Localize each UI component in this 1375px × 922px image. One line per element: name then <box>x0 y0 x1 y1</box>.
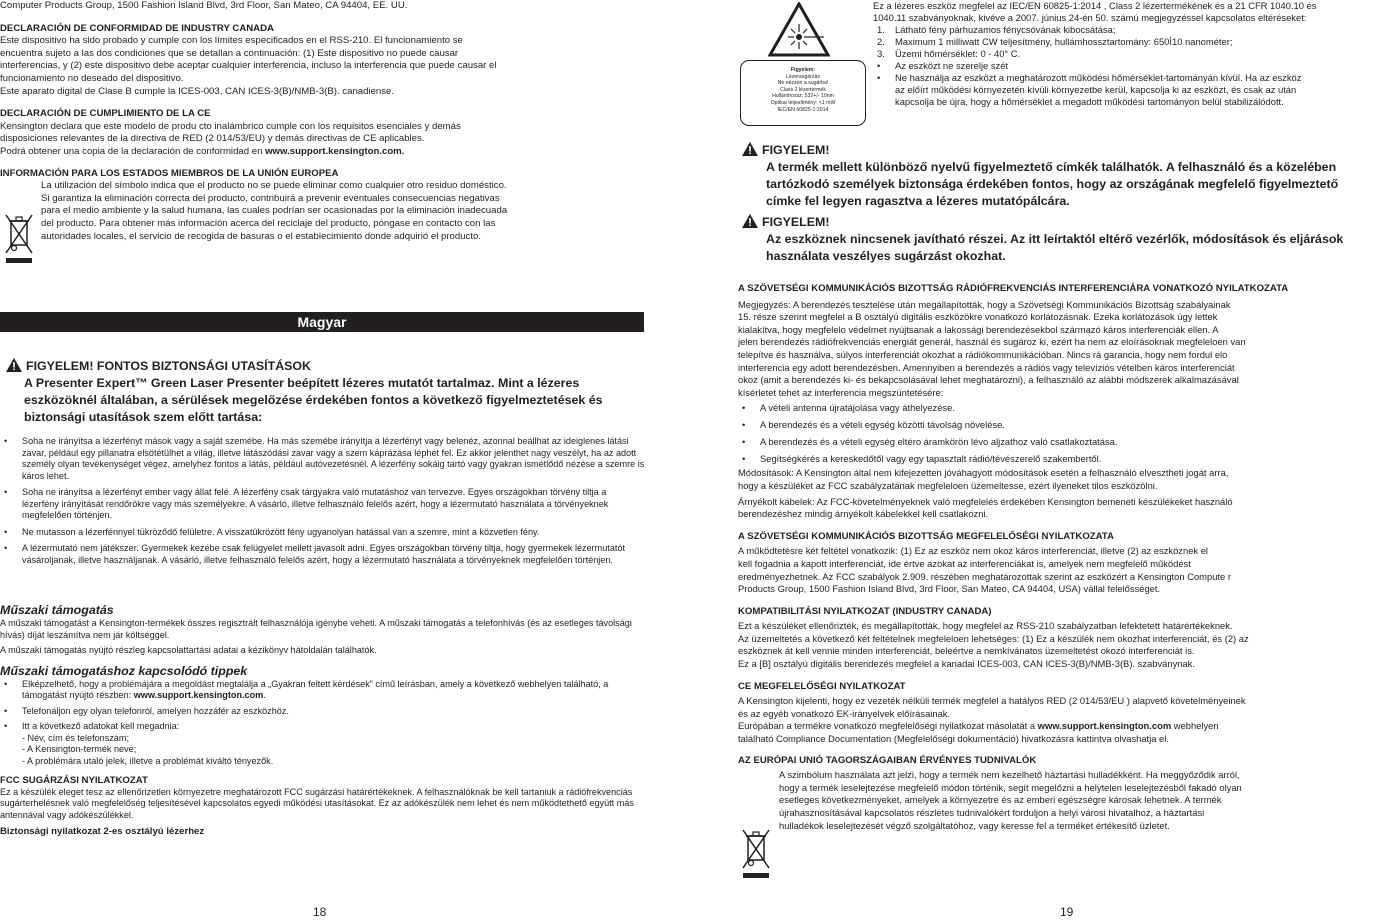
weee-bin-icon <box>4 213 34 265</box>
page-left <box>0 0 645 922</box>
ce-heading: DECLARACIÓN DE CUMPLIMIENTO DE LA CE <box>0 108 211 120</box>
list-item: • Ne mutasson a lézerfénnyel tükröződő felületre. A visszatükrözött fény ugyanolyan hatással van a szemre, mint a közvetlen fény. <box>0 527 645 539</box>
tips-heading: Műszaki támogatáshoz kapcsolódó tippek <box>0 663 248 678</box>
ce-text: A Kensington kijelenti, hogy ez vezeték nélküli termék megfelel a hatályos RED (2 014/53/EU ) alapvető követelményeinek és az egyéb vonatkozó EK-irányelvek előírásainak. Európában a termékre vonatkozó megfelelőségi nyilatkozat másolatát a www.support.kensington.com webhelyen található Compliance Documentation (Megfelelőségi dokumentáció) hivatkozásra kattintva olvashatja el. <box>738 695 1246 745</box>
address-line: Computer Products Group, 1500 Fashion Island Blvd, 3rd Floor, San Mateo, CA 94404, EE. UU. <box>0 0 408 11</box>
laser-bullets <box>873 60 1373 108</box>
laser-intro: Ez a lézeres eszköz megfelel az IEC/EN 60825-1:2014 , Class 2 lézertermékének és a 21 CFR 1040.10 és <box>873 0 1317 11</box>
ic-text: Ezt a készüléket ellenőrizték, és megállapították, hogy megfelel az RSS-210 szabályzatban lefektetett határértékeknek. Az üzemeltetés a következő két feltételnek megfeleloen lehetséges: (1) Ez a készülék nem okozhat interferenciát, és (2) az eszköznek át kell vennie minden interferenciát, beleértve a nemkívánatos üzemeltetést okozó interferenciát is. Ez a [B] osztályú digitális berendezés megfelel a kanadai ICES-003, CAN ICES-3(B)/NMB-3(B). szabványnak. <box>738 620 1249 670</box>
tips-list <box>0 679 640 768</box>
canada-heading: DECLARACIÓN DE CONFORMIDAD DE INDUSTRY CANADA <box>0 22 274 34</box>
warning-icon <box>742 142 758 156</box>
support-link[interactable]: www.support.kensington.com. <box>265 145 405 157</box>
list-item: • Itt a következő adatokat kell megadnia: - Név, cím és telefonszám; - A Kensington-termék neve; - A problémára utaló jelek, illetve a problémát kiváltó tényezők. <box>0 721 640 767</box>
list-item: • Soha ne irányítsa a lézerfényt ember vagy állat felé. A lézerfény csak tárgyakra való mutatáshoz van tervezve. Egyes országokban törvény tiltja a lézerfény irányítását rendőrökre vagy más személyekre. A vásárló, illetve felhasználó felelős azért, hogy a lézermutató használata a törvényeknek megfelelően történjen. <box>0 487 645 522</box>
class2-heading: Biztonsági nyilatkozat 2-es osztályú lézerhez <box>0 826 205 837</box>
support-heading: Műszaki támogatás <box>0 603 114 617</box>
fcc-rf-list <box>738 399 1370 467</box>
warning-icon <box>742 214 758 228</box>
laser-label: Figyelem: Lézersugárzás Ne nézzen a sugárba! Class 2 lézertermék Hullámhossz: 532+/- 10nm Optikai teljesítmény: <1 mW IEC/EN 60825-1:2014 <box>740 60 866 126</box>
fcc-compliance-heading: A SZÖVETSÉGI KOMMUNIKÁCIÓS BIZOTTSÁG MEGFELELŐSÉGI NYILATKOZATA <box>738 530 1114 542</box>
ce-text: Kensington declara que este modelo de produ cto inalámbrico cumple con los requisitos esenciales y demás disposiciones relevantes de la directiva de RED (2 014/53/EU) y demás directivas de CE aplicables. Podrá obtener una copia de la declaración de conformidad en www.support.kensington.com. <box>0 120 461 157</box>
laser-spec-list <box>873 24 1373 60</box>
eu-heading: AZ EURÓPAI UNIÓ TAGORSZÁGAIBAN ÉRVÉNYES TUDNIVALÓK <box>738 754 1037 766</box>
fcc-heading: FCC SUGÁRZÁSI NYILATKOZAT <box>0 775 148 786</box>
list-item: • Segítségkérés a kereskedőtől vagy egy tapasztalt rádió/tévészerelő szakembertől. <box>738 450 1370 467</box>
list-item: • A berendezés és a vételi egység közötti távolság növelése. <box>738 416 1370 433</box>
weee-bin-icon <box>741 828 771 880</box>
eu-text: A szimbólum használata azt jelzi, hogy a termék nem kezelhető háztartási hulladékként. Ha meggyőződik arról, hogy a termék leselejtezése megfelelő módon történik, segít megelőzni a helytelen leselejtezésből fakadó olyan esetleges következményeket, amelyek a környezetre és az emberi egészségre károsak lehetnek. A termék újrahasznosításával kapcsolatos részletes tudnivalókért forduljon a helyi városi hivatalhoz, a háztartási hulladékok leselejtezését végző szolgáltatóhoz, vagy keresse fel a terméket értékesítő üzletet. <box>779 769 1242 831</box>
warning-heading: FIGYELEM! <box>762 143 830 157</box>
list-item: • A berendezés és a vételi egység eltéro áramkörön lévo aljzathoz való csatlakoztatása. <box>738 433 1370 450</box>
support-text: A műszaki támogatást a Kensington-termékek összes regisztrált felhasználója igénybe veheti. A műszaki támogatás a telefonhívás (és az esetleges távolsági hívás) díját leszámítva nem jár költséggel. <box>0 618 632 640</box>
list-item: 2. Maximum 1 milliwatt CW teljesítmény, hullámhossztartomány: 650Ì10 nanométer; <box>877 36 1233 47</box>
list-item: • A lézermutató nem játékszer. Gyermekek kezébe csak felügyelet mellett javasolt adni. Egyes országokban törvény tiltja, hogy gyermekek lézermutatót vásároljanak, illetve használjanak. A vásárló, illetve felhasználó felelős azért, hogy a lézermutató használata a törvényeknek megfelelően történjen. <box>0 543 645 566</box>
list-item: • Telefonáljon egy olyan telefonról, amelyen hozzáfér az eszközhöz. <box>0 706 640 718</box>
page-right: Figyelem: Lézersugárzás Ne nézzen a sugárba! Class 2 lézertermék Hullámhossz: 532+/- 10nm Optikai teljesítmény: <1 mW IEC/EN 60825-1:2014 Ez a lézeres eszköz megfelel az IEC/EN 60825-1:2014 , Class 2 lézertermékének és a 21 CFR 1040.10 és 1040.11 szabványoknak, kivéve a 2007. június 24-én 50. számú megjegyzéssel kapcsolatos eltéréseket: 1. Látható fény párhuzamos fénycsóvának kibocsátása; 2. Maximum 1 milliwatt CW teljesítmény, hullámhossztartomány: 650Ì10 nanométer; 3. Üzemi hőmérséklet: 0 - 40° C. • Az eszközt ne szerelje szét • Ne használja az eszközt a meghatározott működési hőmérséklet-tartományán kívül. Ha az eszköz az előírt működési környezetén kívüli környezetbe kerül, kapcsolja ki az eszközt, és csak az után kapcsolja be újra, hogy a hőmérséklet a megadott működési tartományon belül stabilizálódott. FIGYELEM! A termék mellett különböző nyelvű figyelmeztető címkék találhatók. A felhasználó és a közelében tartózkodó személyek biztonsága érdekében fontos, hogy az országának megfelelő figyelmeztető címke fel legyen ragasztva a lézeres mutatópálcára. FIGYELEM! Az eszköznek nincsenek javítható részei. Az itt leírtaktól eltérő vezérlők, módosítások és eljárások használata veszélyes sugárzást okozhat. A SZÖVETSÉGI KOMMUNIKÁCIÓS BIZOTTSÁG RÁDIÓFREKVENCIÁS INTERFERENCIÁRA VONATKOZÓ NYILATKOZATA Megjegyzés: A berendezés tesztelése után megállapították, hogy a Szövetségi Kommunikációs Bizottság szabályainak 15. része szerint megfelel a B osztályú digitális eszközökre vonatkozó korlátozásnak. Ezeka korlátozások úgy lettek kialakítva, hogy megfelelo védelmet nyújtsanak a lakossági berendezésekbol származó káros interferenciák ellen. A jelen berendezés rádiófrekvenciás energiát generál, használ és sugároz ki, ezért ha nem az eloírásoknak megfeleloen van telepítve és használva, súlyos interferenciát okozhat a rádiókommunikációban. Nincs rá garancia, hogy nem fordul elo interferencia egy adott berendezésben. Amennyiben a berendezés a rádiós vagy televíziós vételben káros interferenciát okoz (amit a berendezés ki- és bekapcsolásával lehet meghatározni), a felhasználó az alábbi módszerek alkalmazásával kísérletet tehet az interferencia megszüntetésére: • A vételi antenna újratájolása vagy áthelyezése. • A berendezés és a vételi egység közötti távolság növelése. • A berendezés és a vételi egység eltéro áramkörön lévo aljzathoz való csatlakoztatása. • Segítségkérés a kereskedőtől vagy egy tapasztalt rádió/tévészerelő szakembertől. Módosítások: A Kensington által nem kifejezetten jóváhagyott módosítások esetén a felhasználó elvesztheti jogát arra, hogy a készüléket az FCC szabályzatának megfeleloen üzemeltesse, ezért ilyeneket tilos eszközölni. Árnyékolt kábelek: Az FCC-követelményeknek való megfelelés érdekében Kensington bemeneti készülékeket használó berendezéshez mindig árnyékolt kábelekkel kell csatlakozni. A SZÖVETSÉGI KOMMUNIKÁCIÓS BIZOTTSÁG MEGFELELŐSÉGI NYILATKOZATA A működtetésre két feltétel vonatkozik: (1) Ez az eszköz nem okoz káros interferenciát, illetve (2) az eszköznek el kell fogadnia a kapott interferenciát, ide értve azokat az interferenciákat is, amelyek nem megfelelő működést eredményezhetnek. Az FCC szabályok 2.909. részében meghatározottak szerint az eszközért a Kensington Compute r Products Group, 1500 Fashion Island Blvd, 3rd Floor, San Mateo, CA 94404, USA) vállal felelősséget. KOMPATIBILITÁSI NYILATKOZAT (INDUSTRY CANADA) Ezt a készüléket ellenőrizték, és megállapították, hogy megfelel az RSS-210 szabályzatban lefektetett határértékeknek. Az üzemeltetés a következő két feltételnek megfeleloen lehetséges: (1) Ez a készülék nem okozhat interferenciát, és (2) az eszköznek át kell vennie minden interferenciát, beleértve a nemkívánatos üzemeltetést okozó interferenciát is. Ez a [B] osztályú digitális berendezés megfelel a kanadai ICES-003, CAN ICES-3(B)/NMB-3(B). szabványnak. CE MEGFELELŐSÉGI NYILATKOZAT A Kensington kijelenti, hogy ez vezeték nélküli termék megfelel a hatályos RED (2 014/53/EU ) alapvető követelményeinek és az egyéb vonatkozó EK-irányelvek előírásainak. Európában a termékre vonatkozó megfelelőségi nyilatkozat másolatát a www.support.kensington.com webhelyen található Compliance Documentation (Megfelelőségi dokumentáció) hivatkozásra kattintva olvashatja el. AZ EURÓPAI UNIÓ TAGORSZÁGAIBAN ÉRVÉNYES TUDNIVALÓK A szimbólum használata azt jelzi, hogy a termék nem kezelhető háztartási hulladékként. Ha meggyőződik arról, hogy a termék leselejtezése megfelelő módon történik, segít megelőzni a helytelen leselejtezésből fakadó olyan esetleges következményeket, amelyek a környezetre és az emberi egészségre károsak lehetnek. A termék újrahasznosításával kapcsolatos részletes tudnivalókért forduljon a helyi városi hivatalhoz, a háztartási hulladékok leselejtezését végző szolgáltatóhoz, vagy keresse fel a terméket értékesítő üzletet. 19 <box>738 0 1368 922</box>
fcc-rf-text: Megjegyzés: A berendezés tesztelése után megállapították, hogy a Szövetségi Kommunikációs Bizottság szabályainak 15. része szerint megfelel a B osztályú digitális eszközökre vonatkozó korlátozásnak. Ezeka korlátozások úgy lettek kialakítva, hogy megfelelo védelmet nyújtsanak a lakossági berendezésekbol származó káros interferenciák ellen. A jelen berendezés rádiófrekvenciás energiát generál, használ és sugároz ki, ezért ha nem az eloírásoknak megfeleloen van telepítve és használva, súlyos interferenciát okozhat a rádiókommunikációban. Nincs rá garancia, hogy nem fordul elo interferencia egy adott berendezésben. Amennyiben a berendezés a rádiós vagy televíziós vételben káros interferenciát okoz (amit a berendezés ki- és bekapcsolásával lehet meghatározni), a felhasználó az alábbi módszerek alkalmazásával kísérletet tehet az interferencia megszüntetésére: <box>738 298 1246 398</box>
support-contact-text: A műszaki támogatás nyújtó részleg kapcsolattartási adatai a kézikönyv hátoldalán találhatók. <box>0 645 377 655</box>
list-item: • Az eszközt ne szerelje szét <box>873 60 1313 72</box>
list-item: • Ne használja az eszközt a meghatározott működési hőmérséklet-tartományán kívül. Ha az eszköz az előírt működési környezetén kívüli környezetbe kerül, kapcsolja ki az eszközt, és csak az után kapcsolja be újra, hogy a hőmérséklet a megadott működési tartományon belül stabilizálódott. <box>873 72 1313 108</box>
fcc-rf-heading: A SZÖVETSÉGI KOMMUNIKÁCIÓS BIZOTTSÁG RÁDIÓFREKVENCIÁS INTERFERENCIÁRA VONATKOZÓ NYILATKOZATA <box>738 283 1289 294</box>
warning-heading: FIGYELEM! <box>762 215 830 229</box>
eu-heading: INFORMACIÓN PARA LOS ESTADOS MIEMBROS DE LA UNIÓN EUROPEA <box>0 167 339 179</box>
list-item: • Elképzelhető, hogy a problémájára a megoldást megtalálja a „Gyakran feltett kérdések” című leírásban, amely a következő webhelyen található, a támogatást nyújtó részben: www.support.kensington.com. <box>0 679 640 702</box>
page-number: 18 <box>313 905 327 919</box>
warning-text: A termék mellett különböző nyelvű figyelmeztető címkék találhatók. A felhasználó és a közelében tartózkodó személyek biztonsága érdekében fontos, hogy az országának megfelelő figyelmeztető címke fel legyen ragasztva a lézeres mutatópálcára. <box>766 160 1339 208</box>
language-band: Magyar <box>0 312 644 332</box>
list-item: 3. Üzemi hőmérséklet: 0 - 40° C. <box>877 48 1021 59</box>
warning-icon <box>6 358 22 372</box>
fcc-rf-notes: Módosítások: A Kensington által nem kifejezetten jóváhagyott módosítások esetén a felhasználó elvesztheti jogát arra, hogy a készüléket az FCC szabályzatának megfeleloen üzemeltesse, ezért ilyeneket tilos eszközölni. Árnyékolt kábelek: Az FCC-követelményeknek való megfelelés érdekében Kensington bemeneti készülékeket használó berendezéshez mindig árnyékolt kábelekkel kell csatlakozni. <box>738 467 1233 520</box>
canada-text: Este dispositivo ha sido probado y cumple con los límites especificados en el RSS-210. El funcionamiento se encuentra sujeto a las dos condiciones que se detallan a continuación: (1) Este dispositivo no puede causar interferencias, y (2) este dispositivo debe aceptar cualquier interferencia, incluso la interferencia que puede causar el funcionamiento no deseado del dispositivo. Este aparato digital de Clase B cumple la ICES-003, CAN ICES-3(B)/NMB-3(B). canadiense. <box>0 35 497 97</box>
warning-text: Az eszköznek nincsenek javítható részei. Az itt leírtaktól eltérő vezérlők, módosítások és eljárások használata veszélyes sugárzást okozhat. <box>766 232 1344 263</box>
fcc-compliance-text: A működtetésre két feltétel vonatkozik: (1) Ez az eszköz nem okoz káros interferenciát, illetve (2) az eszköznek el kell fogadnia a kapott interferenciát, ide értve azokat az interferenciákat is, amelyek nem megfelelő működést eredményezhetnek. Az FCC szabályok 2.909. részében meghatározottak szerint az eszközért a Kensington Compute r Products Group, 1500 Fashion Island Blvd, 3rd Floor, San Mateo, CA 94404, USA) vállal felelősséget. <box>738 545 1231 595</box>
eu-text: La utilización del símbolo indica que el producto no se puede eliminar como cualquier otro residuo doméstico. Si garantiza la eliminación correcta del producto, contribuirá a prevenir eventuales consecuencias negativas para el medio ambiente y la salud humana, las cuales podrían ser ocasionadas por la eliminación inadecuada del producto. Para obtener más información acerca del reciclaje del producto, póngase en contacto con las autoridades locales, el servicio de recogida de basuras o el establecimiento donde adquirió el producto. <box>41 180 508 242</box>
laser-warning-icon <box>768 2 830 58</box>
ce-heading: CE MEGFELELŐSÉGI NYILATKOZAT <box>738 680 906 692</box>
list-item: 1. Látható fény párhuzamos fénycsóvának kibocsátása; <box>877 24 1116 35</box>
list-item: • A vételi antenna újratájolása vagy áthelyezése. <box>738 399 1370 416</box>
safety-intro: A Presenter Expert™ Green Laser Presenter beépített lézeres mutatót tartalmaz. Mint a lézeres eszközöknél általában, a sérülések megelőzése érdekében fontos a következő figyelmeztetések és biztonsági utasítások szem előtt tartása: <box>24 376 603 424</box>
ic-heading: KOMPATIBILITÁSI NYILATKOZAT (INDUSTRY CANADA) <box>738 605 992 617</box>
safety-heading: FIGYELEM! FONTOS BIZTONSÁGI UTASÍTÁSOK <box>26 359 311 373</box>
list-item: • Soha ne irányítsa a lézerfényt mások vagy a saját szemébe. Ha más szemébe irányítja a lézerfényt vagy belenéz, azonnal beállhat az ideiglenes látási zavar, például egy pillanatra elsötétülhet a világ, illetve látászódási zavar vagy a szem káprázása léphet fel. Ez akkor jelenthet nagy veszélyt, ha az adott személy olyan tevékenységet végez, amelyhez fontos a látás, például autóvezetésnél. A lézerfény sokáig tartó vagy gyakran ismétlődő nézése a szemre is káros lehet. <box>0 436 645 482</box>
fcc-text: Ez a készülék eleget tesz az ellenőrizetlen környezetre meghatározott FCC sugárzási határértékeknek. A felhasználóknak be kell tartaniuk a rádiófrekvenciás sugárterhelésnek való megfelelőség teljesítésével kapcsolatos egyedi működési utasításokat. Ez az adókészülék nem lehet és nem működtethető együtt más antennával vagy adókészülékkel. <box>0 786 634 820</box>
support-link[interactable]: www.support.kensington.com <box>133 690 264 700</box>
support-link[interactable]: www.support.kensington.com <box>1037 720 1172 732</box>
page-number: 19 <box>1060 905 1074 919</box>
safety-list <box>0 436 645 566</box>
